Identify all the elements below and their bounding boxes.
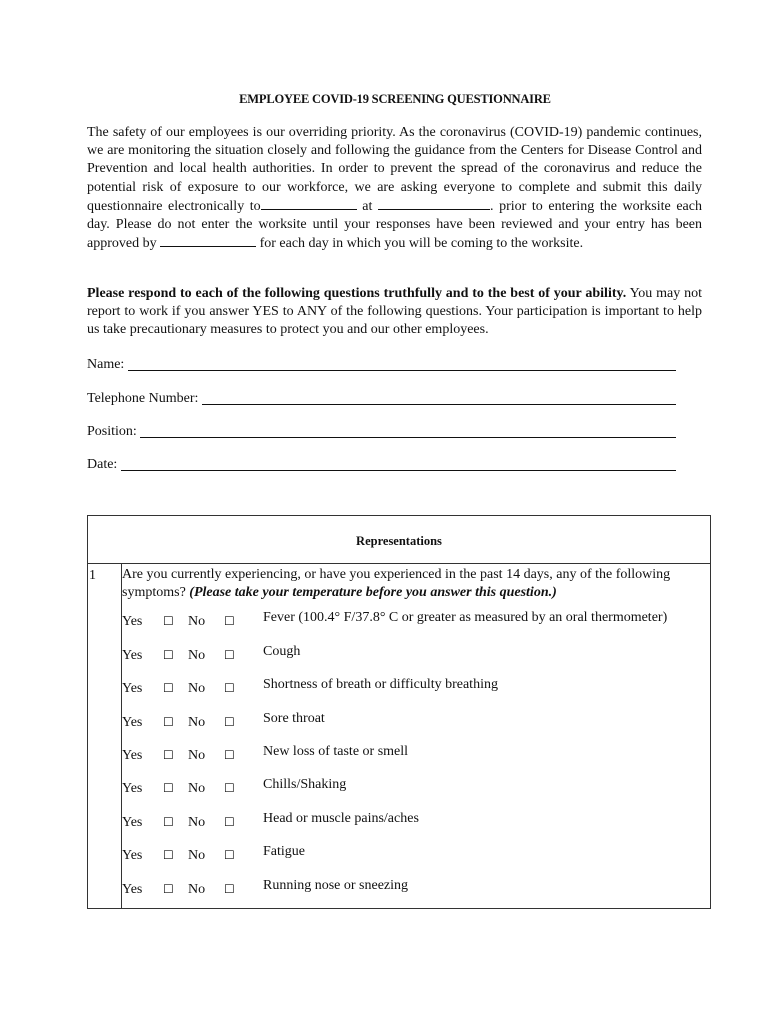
instructions-paragraph [87, 285, 702, 340]
date-field[interactable] [87, 456, 676, 473]
no-checkbox[interactable]: ☐ [224, 848, 235, 862]
yes-label: Yes [122, 748, 143, 763]
representations-table [87, 515, 711, 909]
yes-label: Yes [122, 848, 143, 863]
yes-checkbox[interactable]: ☐ [163, 848, 174, 862]
symptom-label: Fever (100.4° F/37.8° C or greater as measured by an oral thermometer) [263, 610, 668, 625]
no-checkbox[interactable]: ☐ [224, 781, 235, 795]
no-label: No [188, 781, 206, 796]
intro-text-3: . prior to entering the worksite each day. Please do not enter the worksite until your responses have been reviewed and your entry has been approved by [87, 198, 702, 252]
symptom-label: Chills/Shaking [263, 777, 347, 792]
symptom-label: Sore throat [263, 711, 325, 726]
symptom-label: Shortness of breath or difficulty breathing [263, 677, 498, 692]
symptom-label: New loss of taste or smell [263, 744, 409, 759]
no-checkbox[interactable]: ☐ [224, 614, 235, 628]
instructions-bold: Please respond to each of the following questions truthfully and to the best of your ability. [87, 286, 627, 301]
approver-blank[interactable] [160, 234, 256, 247]
no-checkbox[interactable]: ☐ [224, 882, 235, 896]
symptom-row [122, 744, 707, 764]
symptom-row [122, 811, 707, 831]
yes-label: Yes [122, 648, 143, 663]
position-label: Position: [87, 424, 141, 439]
symptom-row [122, 677, 707, 697]
document-title: EMPLOYEE COVID-19 SCREENING QUESTIONNAIRE [239, 92, 551, 106]
table-header: Representations [356, 534, 442, 548]
symptom-row [122, 711, 707, 731]
question-emphasis: (Please take your temperature before you answer this question.) [189, 584, 557, 600]
position-field[interactable] [87, 423, 676, 440]
telephone-field[interactable] [87, 390, 676, 407]
symptom-label: Running nose or sneezing [263, 878, 409, 893]
telephone-label: Telephone Number: [87, 391, 202, 406]
symptom-row [122, 878, 707, 898]
symptom-label: Head or muscle pains/aches [263, 811, 419, 826]
yes-checkbox[interactable]: ☐ [163, 882, 174, 896]
symptom-label: Fatigue [263, 844, 305, 859]
no-label: No [188, 748, 206, 763]
position-input-line[interactable] [140, 423, 676, 438]
no-label: No [188, 681, 206, 696]
instructions-text: You may not report to work if you answer YES to ANY of the following questions. Your participation is important to help us take precautionary measures to protect you and our other employees. [87, 286, 702, 338]
yes-checkbox[interactable]: ☐ [163, 715, 174, 729]
yes-label: Yes [122, 715, 143, 730]
yes-checkbox[interactable]: ☐ [163, 748, 174, 762]
row-number: 1 [89, 568, 96, 583]
no-checkbox[interactable]: ☐ [224, 715, 235, 729]
yes-checkbox[interactable]: ☐ [163, 681, 174, 695]
yes-checkbox[interactable]: ☐ [163, 614, 174, 628]
date-label: Date: [87, 457, 121, 472]
no-checkbox[interactable]: ☐ [224, 815, 235, 829]
intro-text-1: The safety of our employees is our overriding priority. As the coronavirus (COVID-19) pandemic continues, we are monitoring the situation closely and following the guidance from the Centers for Disease Control and Prevention and local health authorities. In order to prevent the spread of the coronavirus and reduce the potential risk of exposure to our workforce, we are asking everyone to complete and submit this daily questionnaire electronically to [87, 125, 702, 214]
question-text [122, 566, 707, 601]
contact-blank[interactable] [378, 197, 490, 210]
symptom-row [122, 610, 707, 630]
no-label: No [188, 815, 206, 830]
yes-label: Yes [122, 781, 143, 796]
no-checkbox[interactable]: ☐ [224, 748, 235, 762]
yes-label: Yes [122, 815, 143, 830]
yes-label: Yes [122, 614, 143, 629]
question-body: Are you currently experiencing, or have you experienced in the past 14 days, any of the following symptoms? [122, 567, 671, 600]
intro-text-4: for each day in which you will be coming to the worksite. [256, 236, 584, 252]
no-label: No [188, 882, 206, 897]
symptom-row [122, 644, 707, 664]
intro-paragraph [87, 124, 702, 253]
no-label: No [188, 614, 206, 629]
yes-checkbox[interactable]: ☐ [163, 815, 174, 829]
no-checkbox[interactable]: ☐ [224, 648, 235, 662]
no-label: No [188, 848, 206, 863]
intro-text-2: at [356, 198, 378, 214]
no-label: No [188, 715, 206, 730]
yes-checkbox[interactable]: ☐ [163, 781, 174, 795]
recipient-blank[interactable] [261, 197, 357, 210]
table-header-row [88, 516, 710, 564]
name-input-line[interactable] [128, 356, 676, 371]
telephone-input-line[interactable] [202, 390, 676, 405]
name-field[interactable] [87, 356, 676, 373]
symptom-label: Cough [263, 644, 301, 659]
yes-label: Yes [122, 681, 143, 696]
date-input-line[interactable] [121, 456, 676, 471]
symptom-row [122, 844, 707, 864]
no-checkbox[interactable]: ☐ [224, 681, 235, 695]
yes-label: Yes [122, 882, 143, 897]
no-label: No [188, 648, 206, 663]
symptom-row [122, 777, 707, 797]
yes-checkbox[interactable]: ☐ [163, 648, 174, 662]
name-label: Name: [87, 357, 128, 372]
